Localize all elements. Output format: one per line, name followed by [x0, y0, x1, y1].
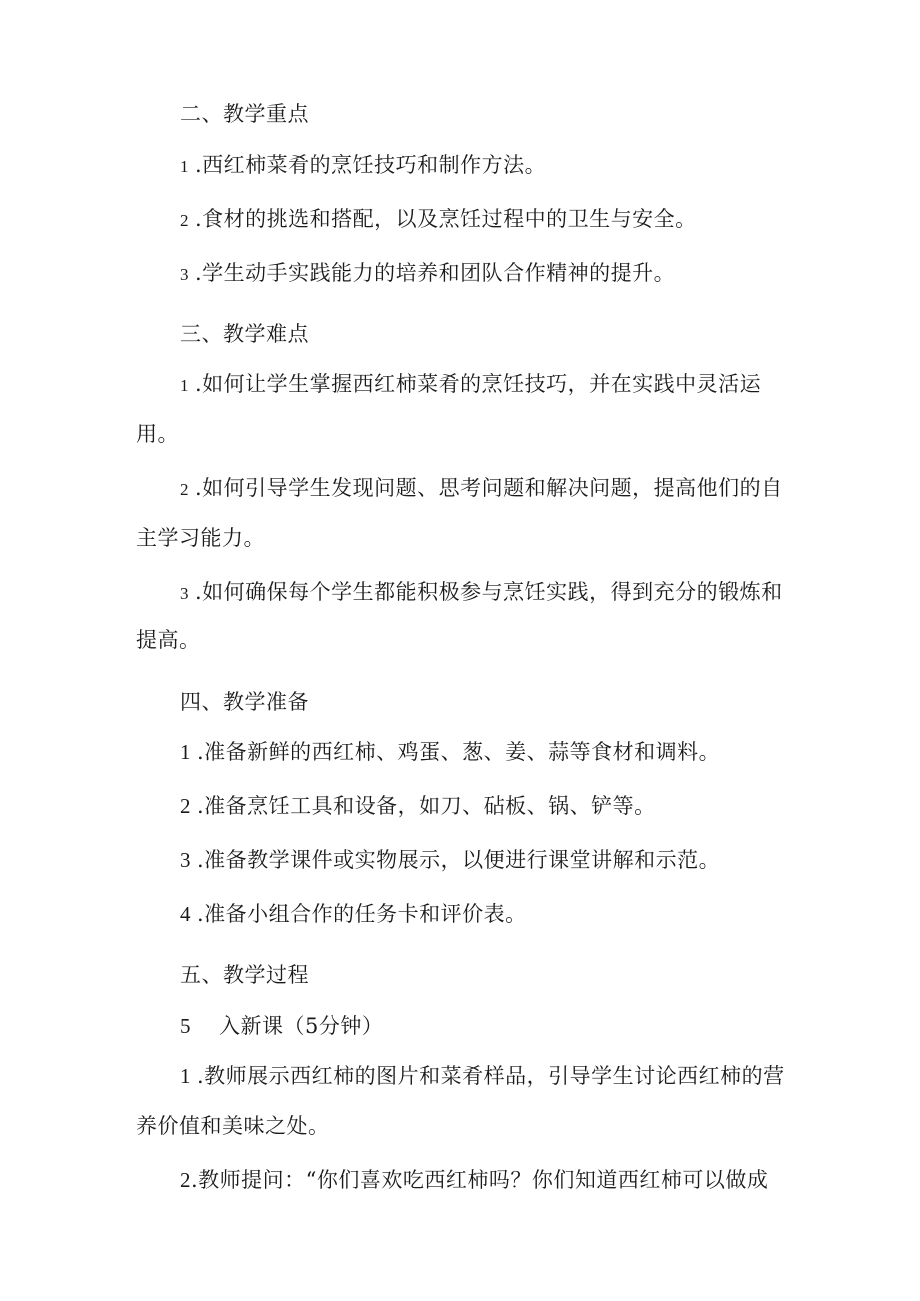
item-number: 2	[180, 1168, 191, 1192]
list-item	[180, 259, 675, 289]
list-item	[180, 370, 761, 400]
item-continuation: 养价值和美味之处。	[136, 1114, 330, 1138]
list-item	[180, 1166, 768, 1194]
item-text: .学生动手实践能力的培养和团队合作精神的提升。	[195, 261, 676, 285]
item-number: 2	[180, 794, 191, 818]
item-number: 3	[180, 584, 189, 603]
item-number: 3	[180, 265, 189, 284]
item-number: 4	[180, 902, 191, 926]
list-item	[180, 900, 527, 928]
item-text: .食材的挑选和搭配，以及烹饪过程中的卫生与安全。	[195, 207, 697, 231]
item-text: .教师展示西红柿的图片和菜肴样品，引导学生讨论西红柿的营	[197, 1064, 785, 1088]
item-number: 1	[180, 157, 189, 176]
section-heading-preparation: 四、教学准备	[180, 690, 309, 714]
section-heading-process: 五、教学过程	[180, 963, 309, 987]
subheading-text: 入新课（5分钟）	[219, 1014, 384, 1038]
item-text: .准备小组合作的任务卡和评价表。	[197, 902, 527, 926]
item-text: .准备教学课件或实物展示，以便进行课堂讲解和示范。	[197, 848, 721, 872]
item-text: .如何让学生掌握西红柿菜肴的烹饪技巧，并在实践中灵活运	[195, 372, 762, 396]
item-number: 1	[180, 376, 189, 395]
list-item	[180, 151, 546, 181]
item-text: .如何引导学生发现问题、思考问题和解决问题，提高他们的自	[195, 476, 783, 500]
list-item	[180, 738, 720, 766]
subheading-number: 5	[180, 1014, 191, 1038]
list-item	[180, 205, 697, 235]
section-heading-focus: 二、教学重点	[180, 102, 309, 126]
list-item	[180, 578, 783, 608]
item-text: .准备新鲜的西红柿、鸡蛋、葱、姜、蒜等食材和调料。	[197, 740, 721, 764]
item-number: 1	[180, 1064, 191, 1088]
item-continuation: 主学习能力。	[136, 526, 265, 550]
item-text: .西红柿菜肴的烹饪技巧和制作方法。	[195, 153, 547, 177]
item-number: 1	[180, 740, 191, 764]
list-item	[180, 474, 783, 504]
item-continuation: 提高。	[136, 628, 201, 652]
item-text: .如何确保每个学生都能积极参与烹饪实践，得到充分的锻炼和	[195, 580, 783, 604]
section-heading-difficulty: 三、教学难点	[180, 322, 309, 346]
item-number: 2	[180, 480, 189, 499]
item-text: .准备烹饪工具和设备，如刀、砧板、锅、铲等。	[197, 794, 656, 818]
item-continuation: 用。	[136, 422, 179, 446]
list-item	[180, 1062, 785, 1090]
subheading	[180, 1012, 383, 1040]
item-text: .教师提问：“你们喜欢吃西红柿吗？你们知道西红柿可以做成	[191, 1168, 769, 1192]
list-item	[180, 846, 720, 874]
item-number: 2	[180, 211, 189, 230]
list-item	[180, 792, 656, 820]
item-number: 3	[180, 848, 191, 872]
